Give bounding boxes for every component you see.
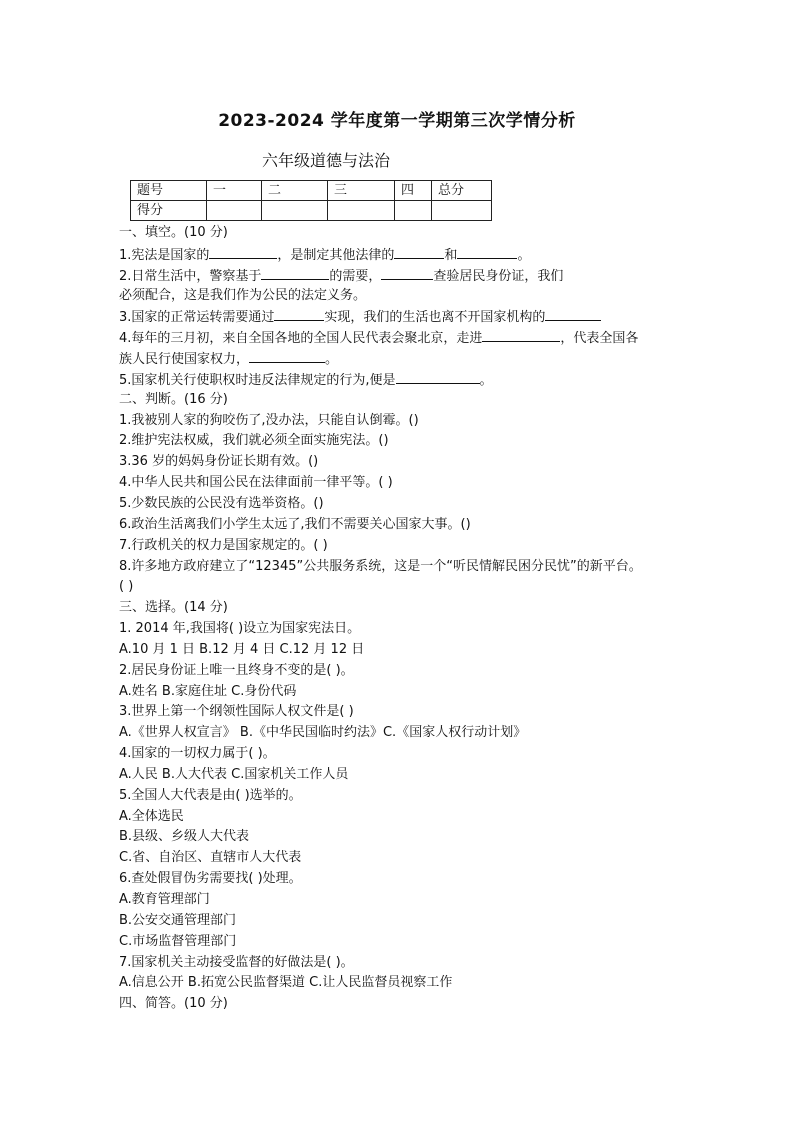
question-text: ，是制定其他法律的 [277,247,395,263]
question-line: 7.行政机关的权力是国家规定的。( ) [119,537,328,553]
score-header-cell: 三 [328,181,395,201]
answer-blank[interactable] [274,306,324,321]
question-line: 必须配合，这是我们作为公民的法定义务。 [119,287,367,303]
question-text: 5.国家机关行使职权时违反法律规定的行为,便是 [119,372,396,388]
score-cell[interactable] [262,201,328,221]
question-list [119,223,719,1015]
score-header-cell: 一 [207,181,262,201]
answer-blank[interactable] [482,327,560,342]
fill-question [119,369,719,390]
question-text: 1.宪法是国家的 [119,247,210,263]
score-cell[interactable] [207,201,262,221]
question-line: B.公安交通管理部门 [119,912,237,928]
question-line: ( ) [119,579,134,595]
question-line: A.信息公开 B.拓宽公民监督渠道 C.让人民监督员视察工作 [119,975,453,991]
score-cell[interactable] [328,201,395,221]
score-cell[interactable] [395,201,432,221]
section-heading: 四、简答。(10 分) [119,996,228,1012]
question-line: 4.国家的一切权力属于( )。 [119,746,276,762]
question-line: 1. 2014 年,我国将( )设立为国家宪法日。 [119,621,361,637]
question-line: 7.国家机关主动接受监督的好做法是( )。 [119,954,354,970]
answer-blank[interactable] [381,265,433,280]
question-text: 族人民行使国家权力， [119,352,250,368]
score-header-cell: 四 [395,181,432,201]
question-line: 5.全国人大代表是由( )选举的。 [119,787,302,803]
question-line: B.县级、乡级人大代表 [119,829,250,845]
question-line: 2.居民身份证上唯一且终身不变的是( )。 [119,662,354,678]
question-line: 5.少数民族的公民没有选举资格。() [119,495,324,511]
question-line: 6.政治生活离我们小学生太远了,我们不需要关心国家大事。() [119,516,471,532]
question-text: 4.每年的三月初，来自全国各地的全国人民代表会聚北京，走进 [119,331,483,347]
question-line: 8.许多地方政府建立了“12345”公共服务系统，这是一个“听民情解民困分民忧”的新平台。 [119,558,642,574]
question-text: ，代表全国各 [560,331,639,347]
question-line: A.全体选民 [119,808,184,824]
question-text: 。 [479,372,493,388]
question-text: 3.国家的正常运转需要通过 [119,310,275,326]
question-line: A.教育管理部门 [119,892,210,907]
fill-question [119,348,719,369]
answer-blank[interactable] [396,369,480,384]
question-text: 。 [517,247,531,263]
fill-question [119,327,719,348]
question-line: 4.中华人民共和国公民在法律面前一律平等。( ) [119,475,393,491]
fill-question [119,244,719,265]
question-line: 6.查处假冒伪劣需要找( )处理。 [119,871,302,887]
score-header-cell: 二 [262,181,328,201]
exam-title: 2023-2024 学年度第一学期第三次学情分析 [218,111,576,131]
section-heading: 三、选择。(14 分) [119,600,228,616]
question-line: A.姓名 B.家庭住址 C.身份代码 [119,683,297,699]
answer-blank[interactable] [545,306,601,321]
answer-blank[interactable] [209,244,277,259]
score-header-cell: 总分 [432,181,492,201]
answer-blank[interactable] [249,348,325,363]
question-line: C.市场监督管理部门 [119,933,237,949]
exam-subtitle: 六年级道德与法治 [262,151,391,170]
question-line: 2.维护宪法权威，我们就必须全面实施宪法。() [119,433,389,449]
question-line: A.10 月 1 日 B.12 月 4 日 C.12 月 12 日 [119,641,365,657]
fill-question [119,265,719,286]
question-line: 3.世界上第一个纲领性国际人权文件是( ) [119,704,354,720]
answer-blank[interactable] [457,244,517,259]
score-table [130,180,492,221]
section-heading: 一、填空。(10 分) [119,225,228,240]
question-line: 3.36 岁的妈妈身份证长期有效。() [119,454,319,470]
score-header-cell: 题号 [131,181,207,201]
section-heading: 二、判断。(16 分) [119,391,228,407]
question-line: A.人民 B.人大代表 C.国家机关工作人员 [119,766,349,782]
question-text: 和 [444,247,458,263]
question-text: 实现，我们的生活也离不开国家机构的 [324,310,546,326]
answer-blank[interactable] [394,244,444,259]
question-line: C.省、自治区、直辖市人大代表 [119,850,302,866]
question-text: 2.日常生活中，警察基于 [119,268,262,284]
question-line: A.《世界人权宣言》 B.《中华民国临时约法》C.《国家人权行动计划》 [119,725,527,741]
question-line: 1.我被别人家的狗咬伤了,没办法，只能自认倒霉。() [119,412,419,428]
score-table-header-row [131,181,492,201]
question-text: 的需要， [329,268,382,284]
score-cell[interactable] [432,201,492,221]
score-table-score-row [131,201,492,221]
fill-question [119,306,719,327]
question-text: 。 [325,352,339,368]
answer-blank[interactable] [261,265,329,280]
score-row-label: 得分 [131,201,207,221]
question-text: 查验居民身份证，我们 [433,268,564,284]
